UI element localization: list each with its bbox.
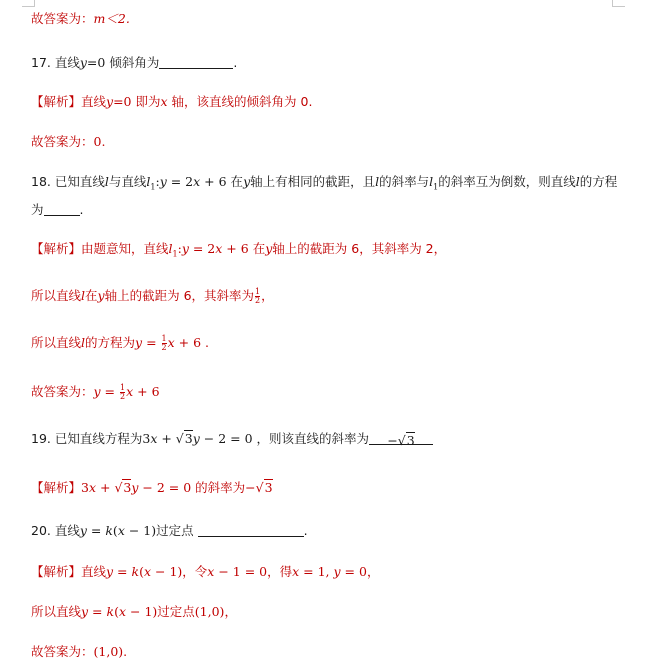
sqrt: √3 [397, 433, 415, 448]
question-20: 20. 直线y = k(x − 1)过定点 . [31, 523, 308, 538]
answer-16: 故答案为：m＜2. [31, 11, 130, 26]
solution-20-line-1: 【解析】直线y = k(x − 1)，令x − 1 = 0，得x = 1, y = 0， [31, 564, 380, 579]
solution-18-line-1: 【解析】由题意知，直线$l_1:y = 2x + 6$ 在y轴上的截距为 6，其斜率为 2， [31, 241, 447, 259]
answer-blank [198, 524, 304, 537]
page-corner-mark-right [612, 0, 625, 7]
sqrt: √3 [175, 431, 193, 446]
solution-18-line-3: 所以直线l的方程为y = $\frac{1}{2}$ x + 6 . [31, 334, 209, 352]
answer-20: 故答案为：(1,0). [31, 644, 128, 659]
answer-blank: −√3 [369, 432, 433, 445]
page-corner-mark-left [22, 0, 35, 7]
solution-20-line-2: 所以直线y = k(x − 1)过定点(1,0)， [31, 604, 237, 619]
sqrt: √3 [114, 480, 132, 495]
answer-17: 故答案为：0. [31, 134, 106, 149]
solution-19: 【解析】3x + √3y − 2 = 0 的斜率为−√3 [31, 480, 273, 495]
answer-18: 故答案为：y = $\frac{1}{2}$ x + 6 [31, 383, 160, 401]
fraction: $\frac{1}{2}$ [255, 287, 261, 305]
fraction: $\frac{1}{2}$ [161, 334, 167, 352]
fraction: $\frac{1}{2}$ [120, 383, 126, 401]
question-19: 19. 已知直线方程为3x + √3y − 2 = 0 ，则该直线的斜率为 −√3 [31, 430, 433, 448]
question-17: 17. 直线y=0 倾斜角为 . [31, 55, 238, 70]
question-18-line-2: 为 . [31, 202, 84, 217]
sqrt: √3 [255, 480, 273, 495]
answer-blank [159, 56, 233, 69]
solution-17: 【解析】直线y=0 即为x 轴，该直线的倾斜角为 0. [31, 94, 313, 109]
answer-blank [44, 203, 80, 216]
question-18-line-1: 18. 已知直线l与直线$l_1:y = 2x + 6$ 在y轴上有相同的截距，且l的斜率与$l_1$的斜率互为倒数，则直线l的方程 [31, 174, 618, 192]
solution-18-line-2: 所以直线l在y轴上的截距为 6，其斜率为 $\frac{1}{2}$ ， [31, 287, 274, 305]
